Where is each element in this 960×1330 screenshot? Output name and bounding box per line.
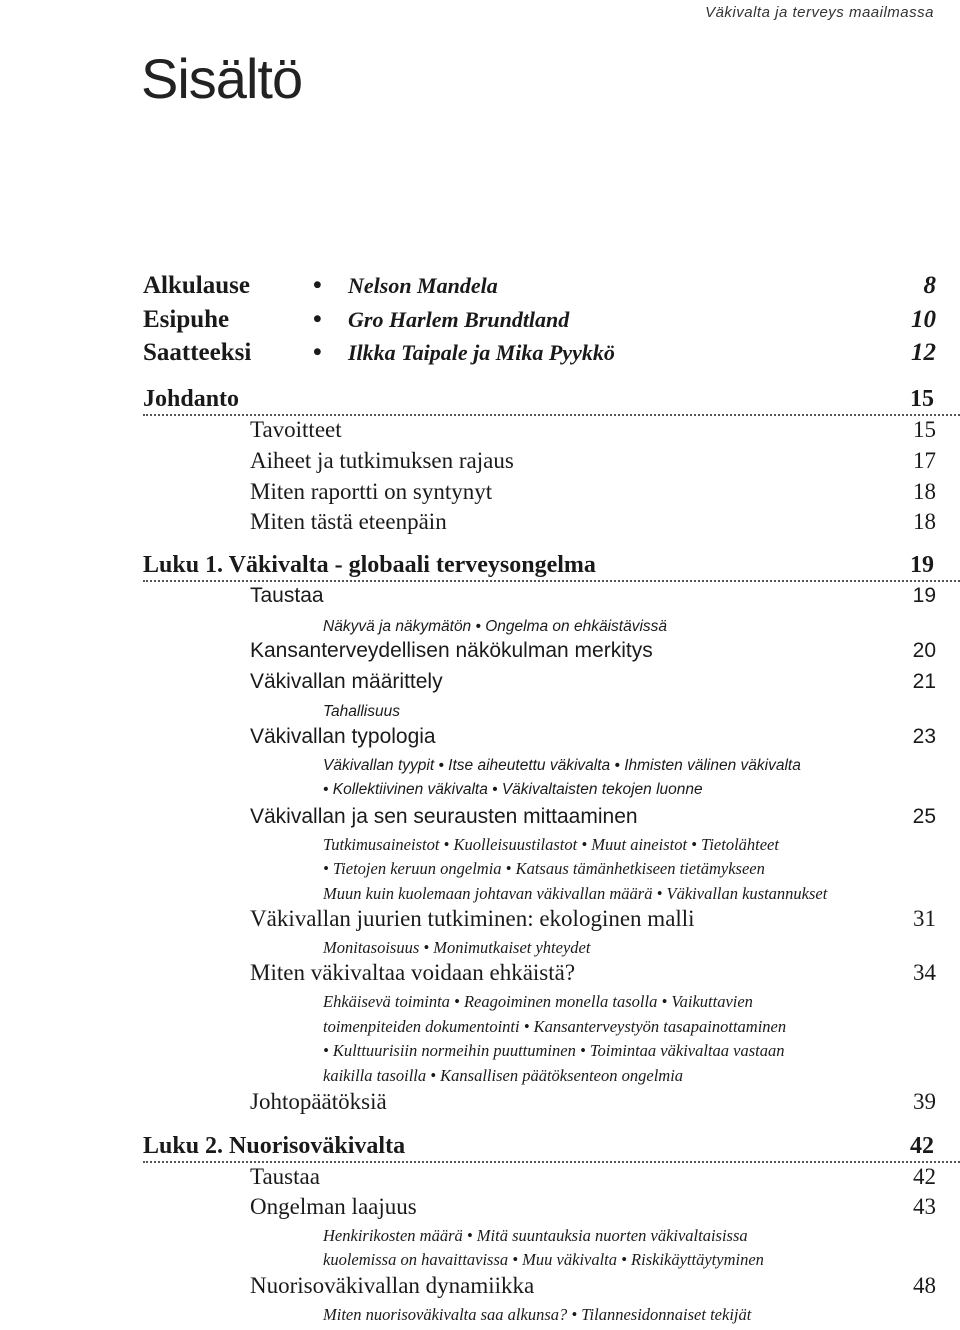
- page-number: 17: [913, 448, 936, 473]
- toc-subtopics: Muun kuin kuolemaan johtavan väkivallan määrä • Väkivallan kustannukset: [323, 884, 828, 903]
- front-label: Alkulause: [143, 272, 250, 299]
- toc-entry[interactable]: [250, 1192, 936, 1222]
- toc-entry[interactable]: [250, 1087, 936, 1117]
- entry-title: Väkivallan määrittely: [250, 670, 443, 693]
- entry-title: Nuorisoväkivallan dynamiikka: [250, 1273, 535, 1298]
- page-number: 42: [910, 1133, 934, 1159]
- toc-subtopics: Tahallisuus: [323, 703, 400, 720]
- entry-title: Aiheet ja tutkimuksen rajaus: [250, 448, 514, 473]
- bullet-icon: •: [313, 306, 322, 333]
- entry-title: Väkivallan ja sen seurausten mittaaminen: [250, 805, 638, 828]
- toc-entry[interactable]: [250, 667, 936, 697]
- entry-title: Miten väkivaltaa voidaan ehkäistä?: [250, 960, 576, 985]
- toc-subtopics: Näkyvä ja näkymätön • Ongelma on ehkäistävissä: [323, 618, 668, 635]
- toc-subtopics: kuolemissa on havaittavissa • Muu väkivalta • Riskikäyttäytyminen: [323, 1250, 764, 1269]
- bullet-icon: •: [313, 272, 322, 299]
- toc-entry[interactable]: [250, 904, 936, 934]
- page-number: 18: [913, 479, 936, 504]
- entry-title: Väkivallan typologia: [250, 725, 436, 748]
- page-number: 34: [913, 960, 936, 985]
- front-author: Nelson Mandela: [348, 273, 498, 298]
- toc-subtopics: • Kollektiivinen väkivalta • Väkivaltaisten tekojen luonne: [323, 781, 703, 798]
- toc-entry[interactable]: [250, 477, 936, 507]
- toc-subtopics: • Tietojen keruun ongelmia • Katsaus tämänhetkiseen tietämykseen: [323, 859, 765, 878]
- toc-chapter-johdanto[interactable]: [143, 384, 960, 416]
- page-number: 15: [913, 417, 936, 442]
- entry-title: Miten tästä eteenpäin: [250, 509, 447, 534]
- toc-entry[interactable]: [250, 958, 936, 988]
- toc-front-saatteeksi[interactable]: [143, 337, 936, 369]
- toc-front-alkulause[interactable]: [143, 270, 936, 302]
- toc-subtopics: Ehkäisevä toiminta • Reagoiminen monella tasolla • Vaikuttavien: [323, 992, 753, 1011]
- toc-chapter-luku-1[interactable]: [143, 550, 960, 582]
- entry-title: Taustaa: [250, 584, 324, 607]
- page-number: 31: [913, 906, 936, 931]
- page-number: 25: [912, 805, 936, 828]
- toc-chapter-luku-2[interactable]: [143, 1131, 960, 1163]
- page-number: 8: [923, 272, 936, 299]
- front-label: Esipuhe: [143, 306, 230, 333]
- page-number: 12: [911, 339, 936, 366]
- page-title: Sisältö: [141, 47, 303, 110]
- page-number: 43: [913, 1194, 936, 1219]
- page-number: 23: [912, 725, 936, 748]
- toc-subtopics: toimenpiteiden dokumentointi • Kansanterveystyön tasapainottaminen: [323, 1017, 787, 1036]
- toc-entry[interactable]: [250, 415, 936, 445]
- toc-subtopics: Miten nuorisoväkivalta saa alkunsa? • Tilannesidonnaiset tekijät: [323, 1305, 752, 1324]
- page-number: 19: [910, 552, 934, 578]
- toc-subtopics: kaikilla tasoilla • Kansallisen päätöksenteon ongelmia: [323, 1066, 684, 1085]
- entry-title: Johtopäätöksiä: [250, 1089, 387, 1114]
- page-number: 19: [912, 584, 936, 607]
- entry-title: Kansanterveydellisen näkökulman merkitys: [250, 639, 653, 662]
- entry-title: Ongelman laajuus: [250, 1194, 417, 1219]
- toc-entry[interactable]: [250, 722, 936, 752]
- chapter-title: Johdanto: [143, 386, 240, 412]
- chapter-title: Luku 2. Nuorisoväkivalta: [143, 1133, 406, 1159]
- toc-subtopics: • Kulttuurisiin normeihin puuttuminen • Toimintaa väkivaltaa vastaan: [323, 1041, 785, 1060]
- front-label: Saatteeksi: [143, 339, 252, 366]
- page-number: 42: [913, 1164, 936, 1189]
- page-number: 20: [912, 639, 936, 662]
- toc-entry[interactable]: [250, 581, 936, 611]
- front-author: Ilkka Taipale ja Mika Pyykkö: [348, 340, 615, 365]
- toc-entry[interactable]: [250, 507, 936, 537]
- entry-title: Väkivallan juurien tutkiminen: ekologinen malli: [250, 906, 695, 931]
- toc-subtopics: Tutkimusaineistot • Kuolleisuustilastot • Muut aineistot • Tietolähteet: [323, 835, 779, 854]
- toc-entry[interactable]: [250, 636, 936, 666]
- page-number: 48: [913, 1273, 936, 1298]
- entry-title: Tavoitteet: [250, 417, 342, 442]
- page-number: 10: [911, 306, 936, 333]
- toc-subtopics: Henkirikosten määrä • Mitä suuntauksia nuorten väkivaltaisissa: [323, 1226, 748, 1245]
- page-number: 18: [913, 509, 936, 534]
- chapter-title: Luku 1. Väkivalta - globaali terveysongelma: [143, 552, 596, 578]
- running-header: Väkivalta ja terveys maailmassa: [705, 4, 934, 21]
- toc-entry[interactable]: [250, 446, 936, 476]
- toc-entry[interactable]: [250, 1271, 936, 1301]
- entry-title: Miten raportti on syntynyt: [250, 479, 493, 504]
- toc-subtopics: Monitasoisuus • Monimutkaiset yhteydet: [323, 938, 591, 957]
- front-author: Gro Harlem Brundtland: [348, 307, 570, 332]
- toc-entry[interactable]: [250, 802, 936, 832]
- page-number: 39: [913, 1089, 936, 1114]
- bullet-icon: •: [313, 339, 322, 366]
- toc-front-esipuhe[interactable]: [143, 304, 936, 336]
- toc-subtopics: Väkivallan tyypit • Itse aiheutettu väkivalta • Ihmisten välinen väkivalta: [323, 757, 801, 774]
- toc-entry[interactable]: [250, 1162, 936, 1192]
- entry-title: Taustaa: [250, 1164, 320, 1189]
- page-number: 15: [910, 386, 934, 412]
- page-number: 21: [912, 670, 936, 693]
